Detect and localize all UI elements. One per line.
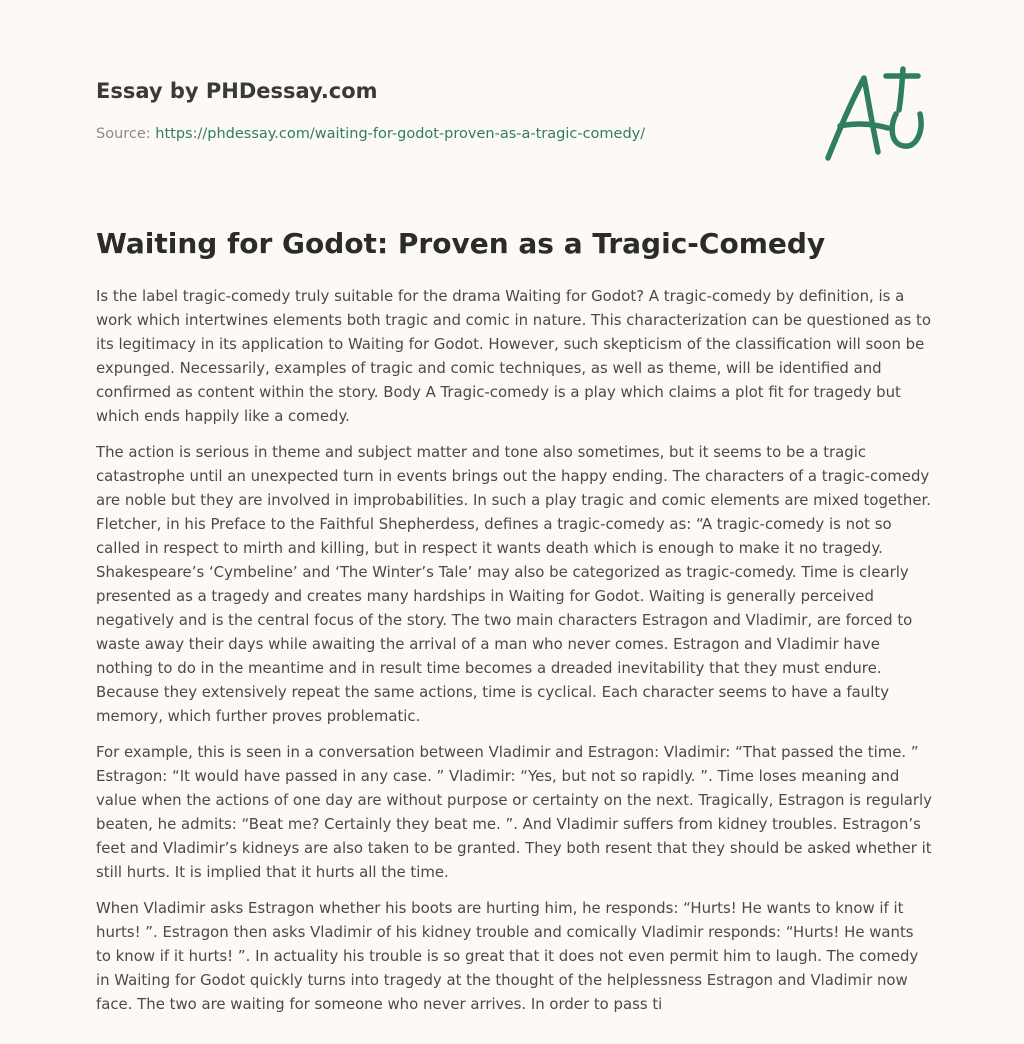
- site-header: [96, 78, 796, 143]
- site-brand: Essay by PHDessay.com: [96, 79, 378, 103]
- a-plus-grade-icon: [818, 66, 930, 166]
- paragraph: The action is serious in theme and subject matter and tone also sometimes, but it seems to be a tragic catastrophe until an unexpected turn in events brings out the happy ending. The characters of a tragic-comedy are noble but they are involved in improbabilities. In such a play tragic and comic elements are mixed together. Fletcher, in his Preface to the Faithful Shepherdess, defines a tragic-comedy as: “A tragic-comedy is not so called in respect to mirth and killing, but in respect it wants death which is enough to make it no tragedy. Shakespeare’s ‘Cymbeline’ and ‘The Winter’s Tale’ may also be categorized as tragic-comedy. Time is clearly presented as a tragedy and creates many hardships in Waiting for Godot. Waiting is generally perceived negatively and is the central focus of the story. The two main characters Estragon and Vladimir, are forced to waste away their days while awaiting the arrival of a man who never comes. Estragon and Vladimir have nothing to do in the meantime and in result time becomes a dreaded inevitability that they must endure. Because they extensively repeat the same actions, time is cyclical. Each character seems to have a faulty memory, which further proves problematic.: [96, 443, 931, 725]
- article-title: Waiting for Godot: Proven as a Tragic-Comedy: [96, 227, 826, 260]
- source-label: Source:: [96, 126, 151, 142]
- paragraph: Is the label tragic-comedy truly suitable for the drama Waiting for Godot? A tragic-comedy by definition, is a work which intertwines elements both tragic and comic in nature. This characterization can be questioned as to its legitimacy in its application to Waiting for Godot. However, such skepticism of the classification will soon be expunged. Necessarily, examples of tragic and comic techniques, as well as theme, will be identified and confirmed as content within the story. Body A Tragic-comedy is a play which claims a plot fit for tragedy but which ends happily like a comedy.: [96, 287, 931, 425]
- source-line: [96, 125, 796, 143]
- paragraph: When Vladimir asks Estragon whether his boots are hurting him, he responds: “Hurts! He wants to know if it hurts! ”. Estragon then asks Vladimir of his kidney trouble and comically Vladimir responds: “Hurts! He wants to know if it hurts! ”. In actuality his trouble is so great that it does not even permit him to laugh. The comedy in Waiting for Godot quickly turns into tragedy at the thought of the helplessness Estragon and Vladimir now face. The two are waiting for someone who never arrives. In order to pass ti: [96, 899, 919, 1013]
- paragraph: For example, this is seen in a conversation between Vladimir and Estragon: Vladimir: “That passed the time. ” Estragon: “It would have passed in any case. ” Vladimir: “Yes, but not so rapidly. ”. Time loses meaning and value when the actions of one day are without purpose or certainty on the next. Tragically, Estragon is regularly beaten, he admits: “Beat me? Certainly they beat me. ”. And Vladimir suffers from kidney troubles. Estragon’s feet and Vladimir’s kidneys are also taken to be granted. They both resent that they should be asked whether it still hurts. It is implied that it hurts all the time.: [96, 743, 932, 881]
- source-link[interactable]: https://phdessay.com/waiting-for-godot-proven-as-a-tragic-comedy/: [155, 126, 646, 142]
- article-body: [96, 284, 932, 1028]
